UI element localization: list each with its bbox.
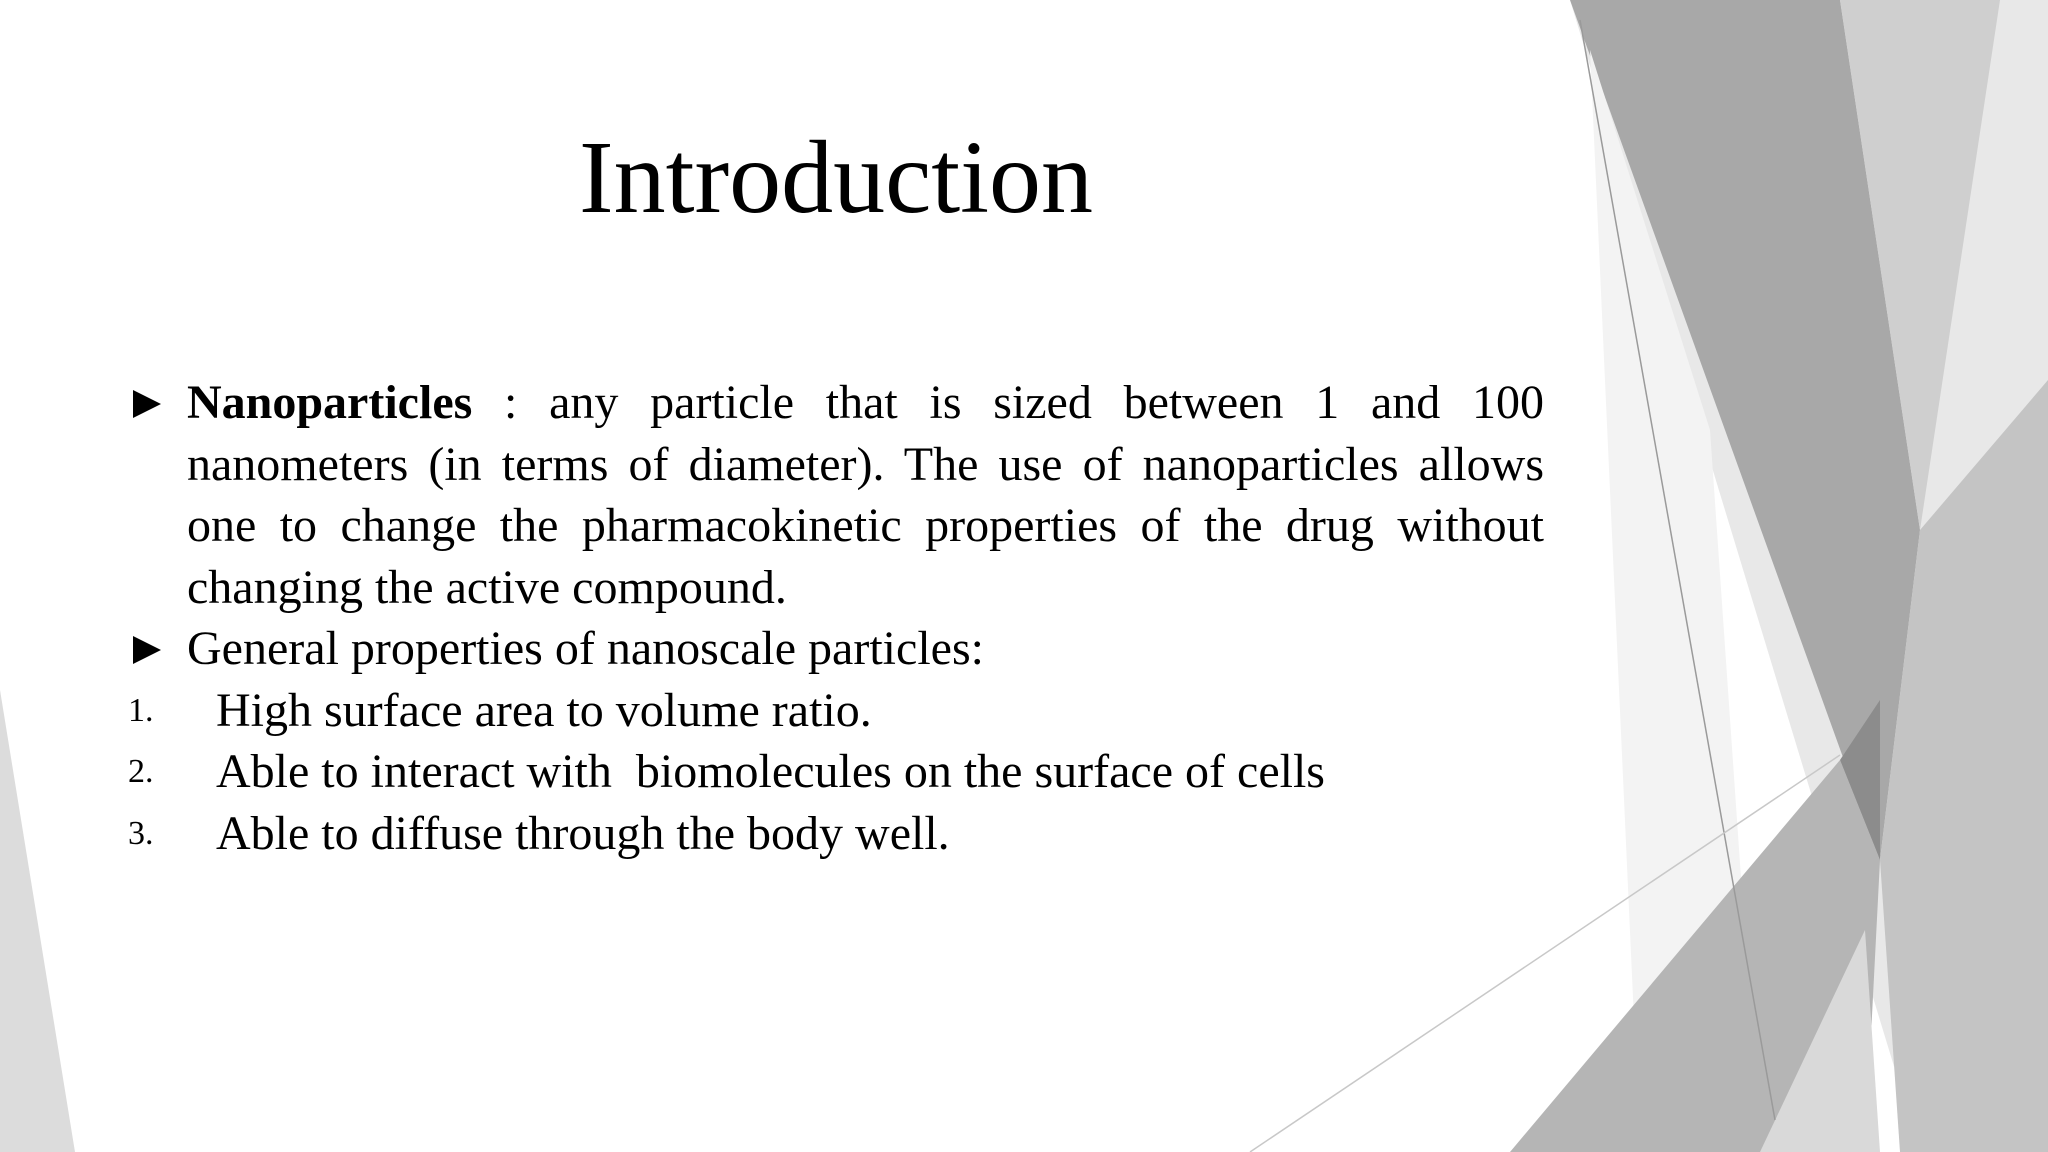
list-item-text: Able to diffuse through the body well. bbox=[216, 806, 950, 860]
list-number: 2. bbox=[128, 753, 154, 790]
slide-content bbox=[128, 372, 1544, 864]
numbered-item-3 bbox=[128, 803, 1544, 865]
list-item-text: High surface area to volume ratio. bbox=[216, 683, 872, 737]
numbered-item-1 bbox=[128, 680, 1544, 742]
bullet-arrow-icon bbox=[133, 636, 161, 664]
list-number: 1. bbox=[128, 691, 154, 729]
bullet-text bbox=[187, 376, 1544, 614]
bullet-arrow-icon bbox=[133, 390, 161, 418]
bullet-item-nanoparticles bbox=[128, 372, 1544, 618]
bullet-text: General properties of nanoscale particles: bbox=[187, 622, 984, 675]
list-item-text: Able to interact with biomolecules on the surface of cells bbox=[216, 745, 1325, 798]
slide-title: Introduction bbox=[578, 120, 1094, 235]
numbered-item-2 bbox=[128, 741, 1544, 803]
left-facet bbox=[0, 690, 75, 1152]
list-number: 3. bbox=[128, 814, 154, 852]
bullet-definition: : any particle that is sized between 1 and 100 nanometers (in terms of diameter). The use of nanoparticles allows one to change the pharmacokinetic properties of the drug without changing the active compound. bbox=[187, 376, 1544, 614]
bullet-item-properties bbox=[128, 618, 1544, 680]
bullet-term: Nanoparticles bbox=[187, 376, 473, 429]
